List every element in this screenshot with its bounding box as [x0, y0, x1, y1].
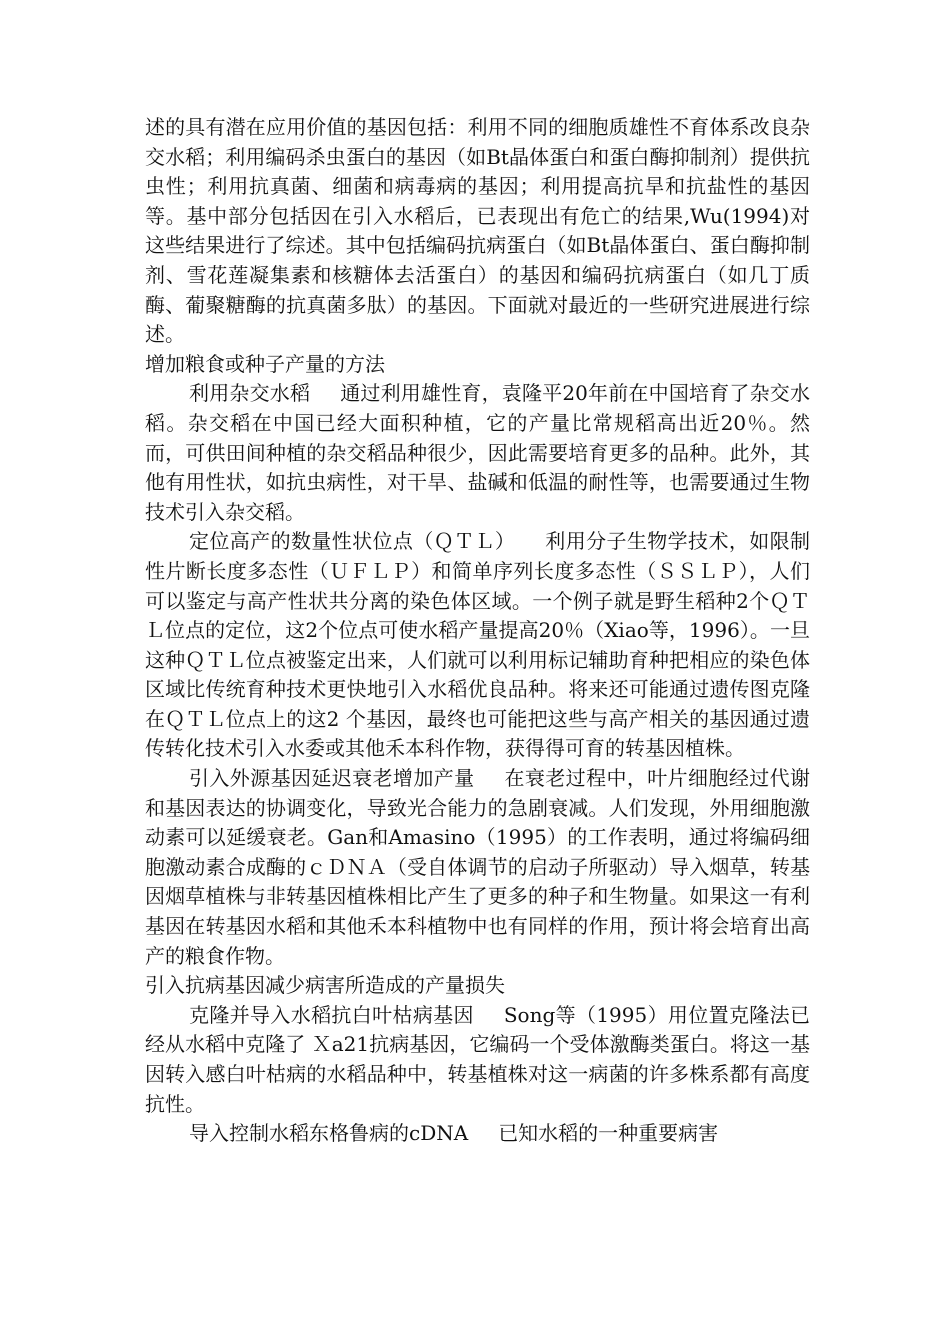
paragraph-senescence	[145, 764, 810, 971]
document-page	[145, 113, 810, 1149]
paragraph-lead: 引入外源基因延迟衰老增加产量	[189, 766, 475, 791]
paragraph-text: 在衰老过程中，叶片细胞经过代谢和基因表达的协调变化，导致光合能力的急剧衰减。人们发现，外用细胞激动素可以延缓衰老。Gan和Amasino（1995）的工作表明，通过将编码细胞激动素合成酶的ｃＤＮＡ（受自体调节的启动子所驱动）导入烟草，转基因烟草植株与非转基因植株相比产生了更多的种子和生物量。如果这一有利基因在转基因水稻和其他禾本科植物中也有同样的作用，预计将会培育出高产的粮食作物。	[145, 766, 810, 968]
paragraph-blight-gene	[145, 1001, 810, 1119]
intro-paragraph: 述的具有潜在应用价值的基因包括：利用不同的细胞质雄性不育体系改良杂交水稻；利用编码杀虫蛋白的基因（如Bt晶体蛋白和蛋白酶抑制剂）提供抗虫性；利用抗真菌、细菌和病毒病的基因；利用提高抗旱和抗盐性的基因等。基中部分包括因在引入水稻后，已表现出有危亡的结果,Wu(1994)对这些结果进行了综述。其中包括编码抗病蛋白（如Bt晶体蛋白、蛋白酶抑制剂、雪花莲凝集素和核糖体去活蛋白）的基因和编码抗病蛋白（如几丁质酶、葡聚糖酶的抗真菌多肽）的基因。下面就对最近的一些研究进展进行综述。	[145, 115, 810, 347]
paragraph-text: Song等（1995）用位置克隆法已经从水稻中克隆了 Ｘa21抗病基因，它编码一个受体激酶类蛋白。将这一基因转入感白叶枯病的水稻品种中，转基植株对这一病菌的许多株系都有高度抗性。	[145, 1002, 810, 1116]
paragraph-lead: 导入控制水稻东格鲁病的cDNA	[189, 1121, 469, 1146]
paragraph-tungro-cdna	[145, 1119, 810, 1149]
paragraph-lead: 利用杂交水稻	[189, 381, 311, 406]
paragraph-hybrid-rice	[145, 379, 810, 527]
paragraph-text: 利用分子生物学技术，如限制性片断长度多态性（ＵＦＬＰ）和简单序列长度多态性（ＳＳＬＰ），人们可以鉴定与高产性状共分离的染色体区域。一个例子就是野生稻种2个ＱＴＬ位点的定位，这2个位点可使水稻产量提高20％（Xiao等，1996）。一旦这种ＱＴＬ位点被鉴定出来，人们就可以利用标记辅助育种把相应的染色体区域比传统育种技术更快地引入水稻优良品种。将来还可能通过遗传图克隆在ＱＴＬ位点上的这2 个基因，最终也可能把这些与高产相关的基因通过遗传转化技术引入水委或其他禾本科作物，获得得可育的转基因植株。	[145, 529, 811, 761]
paragraph-lead: 克隆并导入水稻抗白叶枯病基因	[189, 1002, 474, 1027]
section-heading-disease: 引入抗病基因减少病害所造成的产量损失	[145, 973, 505, 998]
paragraph-text: 通过利用雄性育，袁隆平20年前在中国培育了杂交水稻。杂交稻在中国已经大面积种植，它的产量比常规稻高出近20％。然而，可供田间种植的杂交稻品种很少，因此需要培育更多的品种。此外，其他有用性状，如抗虫病性，对干旱、盐碱和低温的耐性等，也需要通过生物技术引入杂交稻。	[145, 381, 811, 524]
paragraph-text: 已知水稻的一种重要病害	[498, 1121, 719, 1146]
section-heading-yield: 增加粮食或种子产量的方法	[145, 351, 385, 376]
paragraph-lead: 定位高产的数量性状位点（ＱＴＬ）	[189, 529, 516, 554]
paragraph-qtl	[145, 527, 810, 764]
